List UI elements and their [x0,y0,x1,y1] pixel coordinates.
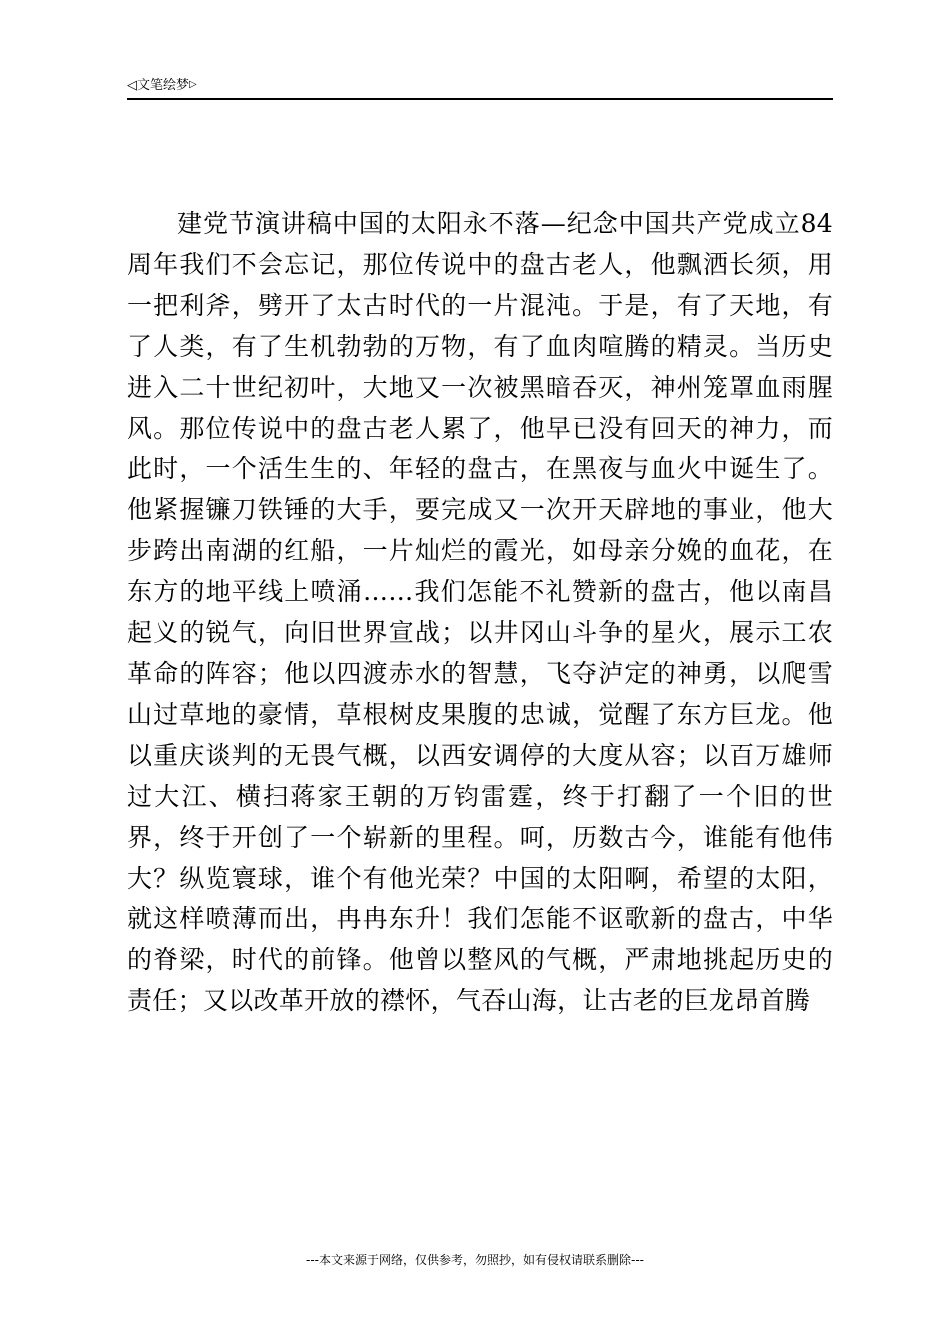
header-title: 文笔绘梦 [137,78,190,93]
page-header [127,74,833,100]
left-triangle-icon: ◁ [127,78,137,93]
document-body: 建党节演讲稿中国的太阳永不落—纪念中国共产党成立84周年我们不会忘记，那位传说中的盘古老人，他飘洒长须，用一把利斧，劈开了太古时代的一片混沌。于是，有了天地，有了人类，有了生机勃勃的万物，有了血肉喧腾的精灵。当历史进入二十世纪初叶，大地又一次被黑暗吞灭，神州笼罩血雨腥风。那位传说中的盘古老人累了，他早已没有回天的神力，而此时，一个活生生的、年轻的盘古，在黑夜与血火中诞生了。他紧握镰刀铁锤的大手，要完成又一次开天辟地的事业，他大步跨出南湖的红船，一片灿烂的霞光，如母亲分娩的血花，在东方的地平线上喷涌……我们怎能不礼赞新的盘古，他以南昌起义的锐气，向旧世界宣战；以井冈山斗争的星火，展示工农革命的阵容；他以四渡赤水的智慧，飞夺泸定的神勇，以爬雪山过草地的豪情，草根树皮果腹的忠诚，觉醒了东方巨龙。他以重庆谈判的无畏气概，以西安调停的大度从容；以百万雄师过大江、横扫蒋家王朝的万钧雷霆，终于打翻了一个旧的世界，终于开创了一个崭新的里程。呵，历数古今，谁能有他伟大？纵览寰球，谁个有他光荣？中国的太阳啊，希望的太阳，就这样喷薄而出，冉冉东升！我们怎能不讴歌新的盘古，中华的脊梁，时代的前锋。他曾以整风的气概，严肃地挑起历史的责任；又以改革开放的襟怀，气吞山海，让古老的巨龙昂首腾 [127,209,833,1016]
header-brand [127,76,197,95]
right-triangle-icon: ▷ [189,79,197,90]
footer-disclaimer: ---本文来源于网络，仅供参考，勿照抄，如有侵权请联系删除--- [306,1253,644,1267]
